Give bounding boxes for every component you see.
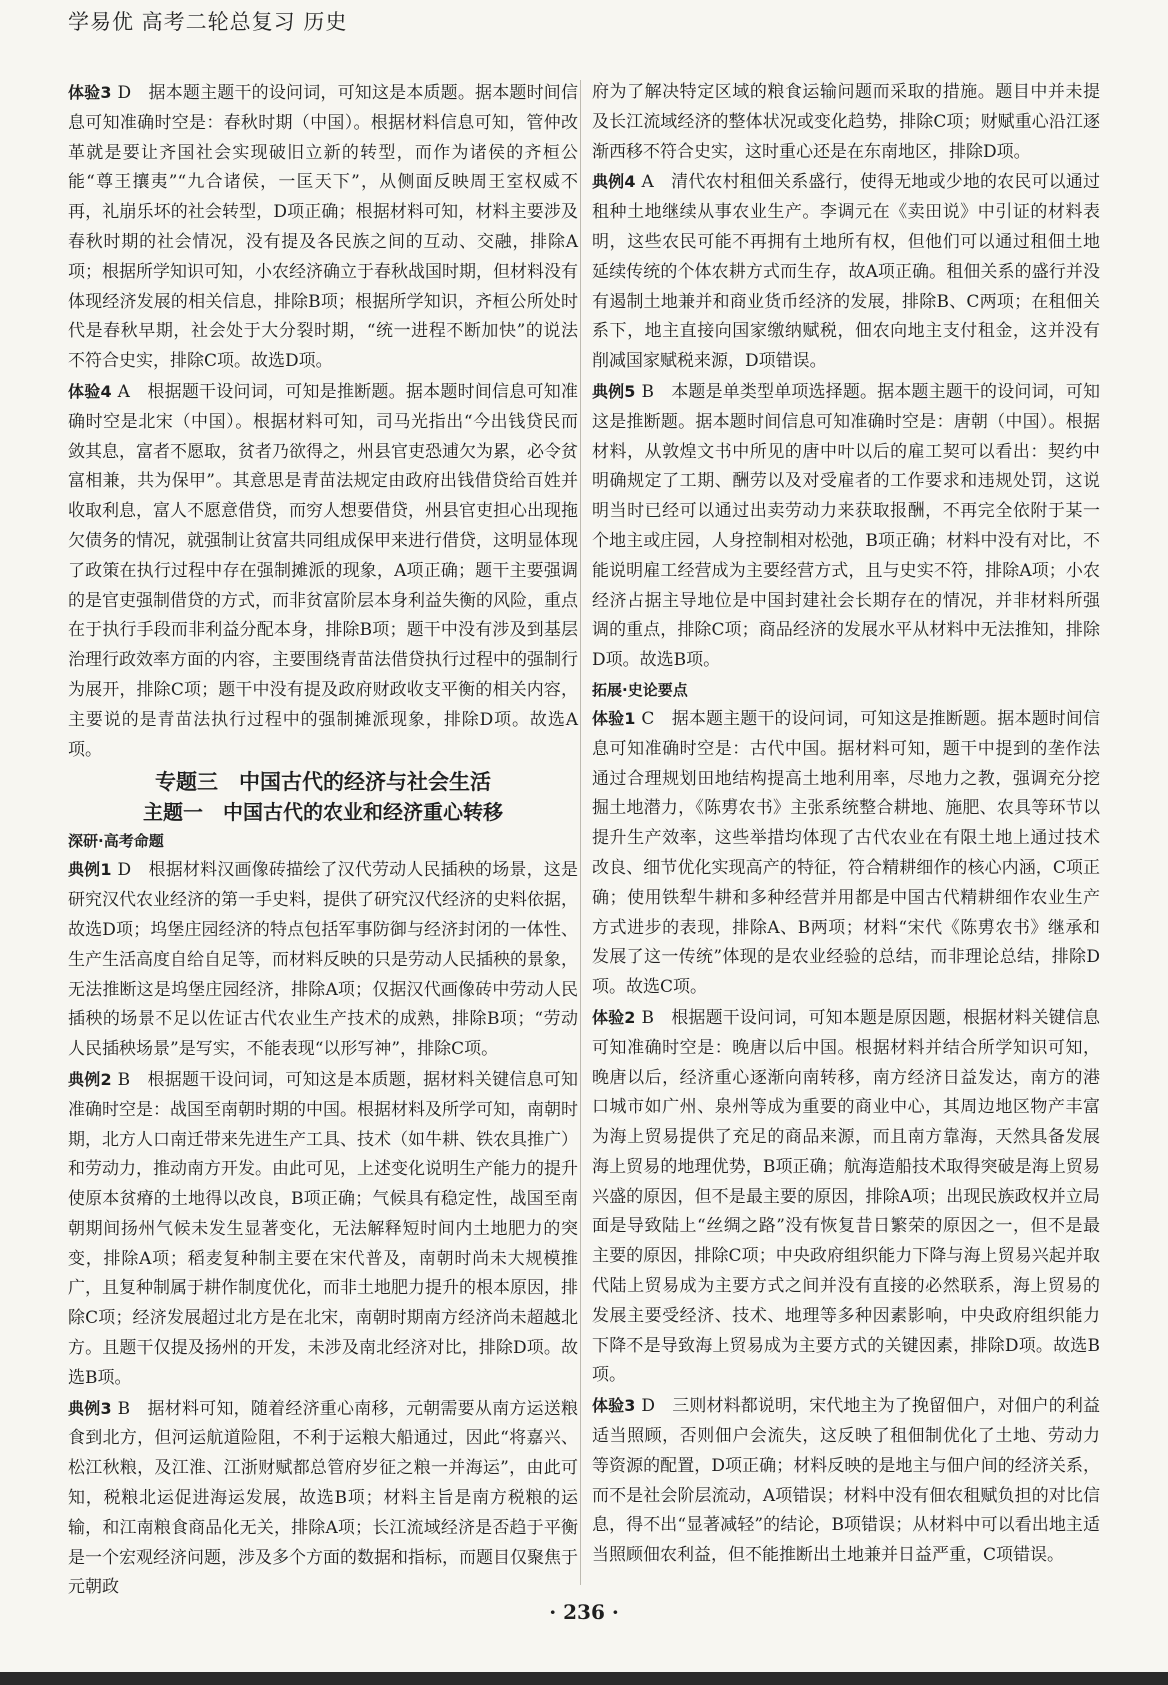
item-tag: 典例3 [68,1398,112,1418]
paragraph-text: A 根据题干设问词，可知是推断题。据本题时间信息可知准确时空是北宋（中国）。根据材料可知，司马光指出“今出钱贷民而敛其息，富者不愿取，贫者乃欲得之，州县官吏恐逋欠为累，必令贫富相兼，共为保甲”。其意思是青苗法规定由政府出钱借贷给百姓并收取利息，富人不愿意借贷，而穷人想要借贷，州县官吏担心出现拖欠债务的情况，就强制让贫富共同组成保甲来进行借贷，这明显体现了政策在执行过程中存在强制摊派的现象，A项正确；题干主要强调的是官吏强制借贷的方式，而非贫富阶层本身利益失衡的风险，重点在于执行手段而非利益分配本身，排除B项；题干中没有涉及到基层治理行政效率方面的内容，主要围绕青苗法借贷执行过程中的强制行为展开，排除C项；题干中没有提及政府财政收支平衡的相关内容，主要说的是青苗法执行过程中的强制摊派现象，排除D项。故选A项。 [68,381,578,760]
paragraph [592,167,1100,377]
paragraph-text: A 清代农村租佃关系盛行，使得无地或少地的农民可以通过租种土地继续从事农业生产。李调元在《卖田说》中引证的材料表明，这些农民可能不再拥有土地所有权，但他们可以通过租佃土地延续传统的个体农耕方式而生存，故A项正确。租佃关系的盛行并没有遏制土地兼并和商业货币经济的发展，排除B、C两项；在租佃关系下，地主直接向国家缴纳赋税，佃农向地主支付租金，这并没有削减国家赋税来源，D项错误。 [592,172,1100,372]
column-divider [580,80,581,1585]
paragraph-text: C 据本题主题干的设问词，可知这是推断题。据本题时间信息可知准确时空是：古代中国。据材料可知，题干中提到的垄作法通过合理规划田地结构提高土地利用率，尽地力之教，强调充分挖掘土地潜力，《陈旉农书》主张系统整合耕地、施肥、农具等环节以提升生产效率，这些举措均体现了古代农业在有限土地上通过技术改良、细节优化实现高产的特征，符合精耕细作的核心内涵，C项正确；使用铁犁牛耕和多种经营并用都是中国古代精耕细作农业生产方式进步的表现，排除A、B两项；材料“宋代《陈旉农书》继承和发展了这一传统”体现的是农业经验的总结，而非理论总结，排除D项。故选C项。 [592,708,1100,998]
left-column [68,78,578,1603]
paragraph [592,78,1100,167]
section-label: 深研·高考命题 [68,832,164,851]
paragraph-text: D 三则材料都说明，宋代地主为了挽留佃户，对佃户的利益适当照顾，否则佃户会流失，这反映了租佃制优化了土地、劳动力等资源的配置，D项正确；材料反映的是地主与佃户间的经济关系，而不是社会阶层流动，A项错误；材料中没有佃农租赋负担的对比信息，得不出“显著减轻”的结论，B项错误；从材料中可以看出地主适当照顾佃农利益，但不能推断出土地兼并日益严重，C项错误。 [592,1396,1100,1566]
item-tag: 体验4 [68,381,112,401]
page-header: 学易优 高考二轮总复习 历史 [68,10,348,34]
item-tag: 典例2 [68,1069,112,1089]
right-column [592,78,1100,1571]
paragraph-text: B 据材料可知，随着经济重心南移，元朝需要从南方运送粮食到北方，但河运航道险阻，不利于运粮大船通过，因此“将嘉兴、松江秋粮，及江淮、江浙财赋都总管府岁征之粮一并海运”，由此可知，税粮北运促进海运发展，故选B项；材料主旨是南方税粮的运输，和江南粮食商品化无关，排除A项；长江流域经济是否趋于平衡是一个宏观经济问题，涉及多个方面的数据和指标，而题目仅聚焦于元朝政 [68,1398,578,1598]
item-tag: 体验1 [592,708,636,728]
paragraph [68,1394,578,1604]
paragraph [68,1065,578,1394]
section-label: 拓展·史论要点 [592,680,688,699]
paragraph [592,1003,1100,1391]
paragraph [68,855,578,1065]
item-tag: 典例1 [68,860,112,880]
item-tag: 体验2 [592,1007,636,1027]
paragraph-text: 府为了解决特定区域的粮食运输问题而采取的措施。题目中并未提及长江流域经济的整体状况或变化趋势，排除C项；财赋重心沿江逐渐西移不符合史实，这时重心还是在东南地区，排除D项。 [592,82,1100,162]
topic-title: 专题三 中国古代的经济与社会生活 [155,770,491,795]
paragraph-text: B 本题是单类型单项选择题。据本题主题干的设问词，可知这是推断题。据本题时间信息可知准确时空是：唐朝（中国）。根据材料，从敦煌文书中所见的唐中叶以后的雇工契可以看出：契约中明确规定了工期、酬劳以及对受雇者的工作要求和违规处罚，这说明当时已经可以通过出卖劳动力来获取报酬，不再完全依附于某一个地主或庄园，人身控制相对松弛，B项正确；材料中没有对比，不能说明雇工经营成为主要经营方式，且与史实不符，排除A项；小农经济占据主导地位是中国封建社会长期存在的情况，并非材料所强调的重点，排除C项；商品经济的发展水平从材料中无法推知，排除D项。故选B项。 [592,381,1100,671]
item-tag: 体验3 [592,1396,636,1416]
paragraph-text: D 根据材料汉画像砖描绘了汉代劳动人民插秧的场景，这是研究汉代农业经济的第一手史料，提供了研究汉代经济的史料依据，故选D项；坞堡庄园经济的特点包括军事防御与经济封闭的一体性、生产生活高度自给自足等，而材料反映的只是劳动人民插秧的景象，无法推断这是坞堡庄园经济，排除A项；仅据汉代画像砖中劳动人民插秧的场景不足以佐证古代农业生产技术的成熟，排除B项；“劳动人民插秧场景”是写实，不能表现“以形写神”，排除C项。 [68,860,578,1060]
item-tag: 典例5 [592,381,636,401]
page-number: · 236 · [549,1600,619,1624]
paragraph [68,78,578,377]
item-tag: 体验3 [68,83,112,102]
scan-edge [0,1672,1168,1685]
paragraph-text: B 根据题干设问词，可知这是本质题，据材料关键信息可知准确时空是：战国至南朝时期的中国。根据材料及所学可知，南朝时期，北方人口南迁带来先进生产工具、技术（如牛耕、铁农具推广）和劳动力，推动南方开发。由此可见，上述变化说明生产能力的提升使原本贫瘠的土地得以改良，B项正确；气候具有稳定性，战国至南朝期间扬州气候未发生显著变化，无法解释短时间内土地肥力的突变，排除A项；稻麦复种制主要在宋代普及，南朝时尚未大规模推广，且复种制属于耕作制度优化，而非土地肥力提升的根本原因，排除C项；经济发展超过北方是在北宋，南朝时期南方经济尚未超越北方。且题干仅提及扬州的开发，未涉及南北经济对比，排除D项。故选B项。 [68,1069,578,1388]
paragraph-text: D 据本题主题干的设问词，可知这是本质题。据本题时间信息可知准确时空是：春秋时期（中国）。根据材料信息可知，管仲改革就是要让齐国社会实现破旧立新的转型，而作为诸侯的齐桓公能“尊王攘夷”“九合诸侯，一匡天下”，从侧面反映周王室权威不再，礼崩乐坏的社会转型，D项正确；根据材料可知，材料主要涉及春秋时期的社会情况，没有提及各民族之间的互动、交融，排除A项；根据所学知识可知，小农经济确立于春秋战国时期，但材料没有体现经济发展的相关信息，排除B项；根据所学知识，齐桓公所处时代是春秋早期，社会处于大分裂时期，“统一进程不断加快”的说法不符合史实，排除C项。故选D项。 [68,83,578,372]
paragraph [592,704,1100,1003]
paragraph [592,1391,1100,1571]
paragraph [68,377,578,765]
paragraph [592,377,1100,676]
item-tag: 典例4 [592,172,636,192]
sub-title: 主题一 中国古代的农业和经济重心转移 [143,800,503,825]
paragraph-text: B 根据题干设问词，可知本题是原因题，根据材料关键信息可知准确时空是：晚唐以后中国。根据材料并结合所学知识可知，晚唐以后，经济重心逐渐向南转移，南方经济日益发达，南方的港口城市如广州、泉州等成为重要的商业中心，其周边地区物产丰富为海上贸易提供了充足的商品来源，而且南方靠海，天然具备发展海上贸易的地理优势，B项正确；航海造船技术取得突破是海上贸易兴盛的原因，但不是最主要的原因，排除A项；出现民族政权并立局面是导致陆上“丝绸之路”没有恢复昔日繁荣的原因之一，但不是最主要的原因，排除C项；中央政府组织能力下降与海上贸易兴起并取代陆上贸易成为主要方式之间并没有直接的必然联系，海上贸易的发展主要受经济、技术、地理等多种因素影响，中央政府组织能力下降不是导致海上贸易成为主要方式的关键因素，排除D项。故选B项。 [592,1007,1100,1386]
